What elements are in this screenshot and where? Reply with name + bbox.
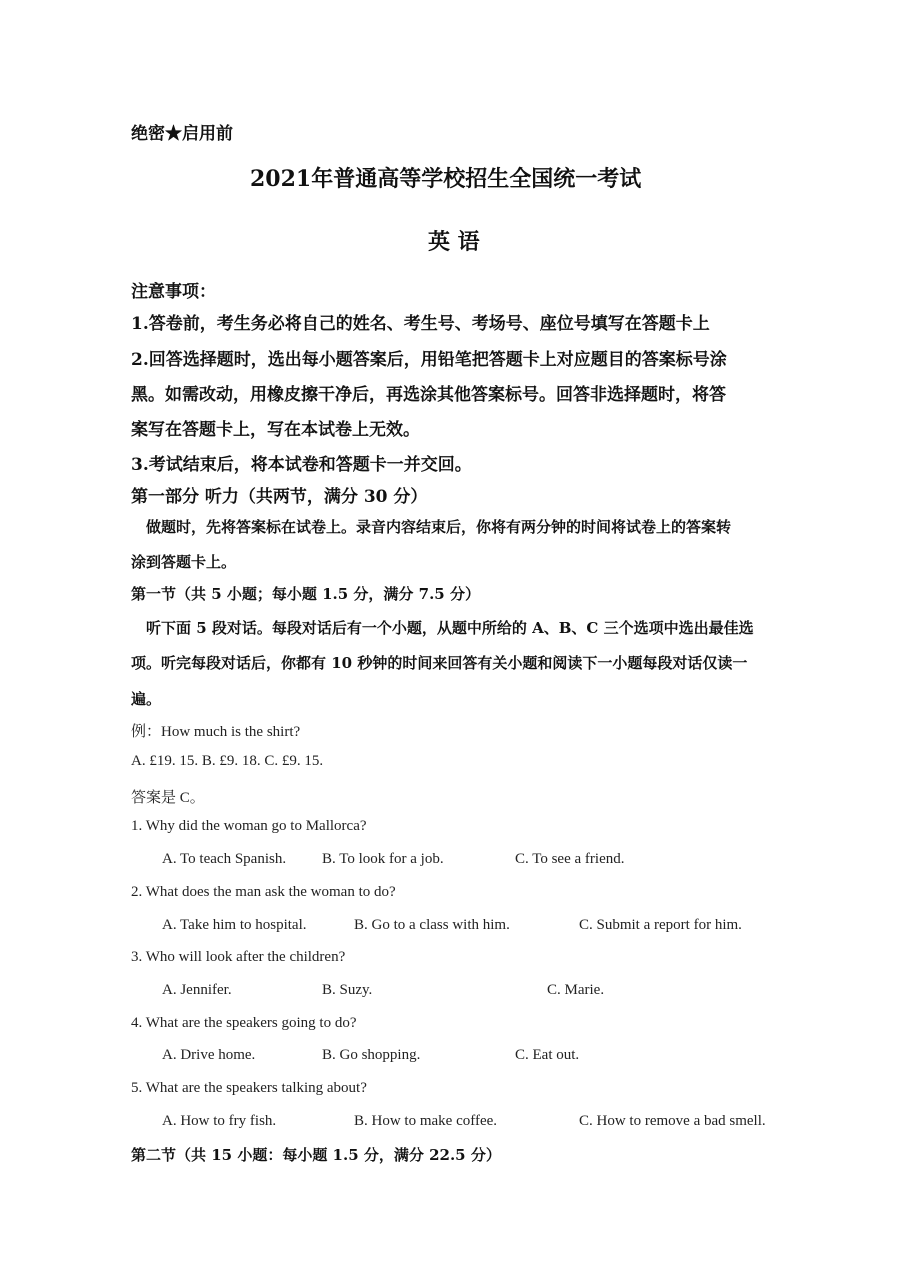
section1-instruction: 项。听完每段对话后，你都有 10 秒钟的时间来回答有关小题和阅读下一小题每段对话仅读一	[131, 654, 748, 672]
option-b: B. To look for a job.	[322, 851, 444, 867]
section1-instruction: 遍。	[131, 690, 162, 708]
section1-heading: 第一节（共 5 小题；每小题 1.5 分，满分 7.5 分）	[131, 585, 480, 603]
section2-heading: 第二节（共 15 小题：每小题 1.5 分，满分 22.5 分）	[131, 1146, 501, 1164]
part1-heading: 第一部分 听力（共两节，满分 30 分）	[131, 487, 428, 507]
section1-instruction: 听下面 5 段对话。每段对话后有一个小题，从题中所给的 A、B、C 三个选项中选出最佳选	[146, 619, 754, 637]
option-b: B. How to make coffee.	[354, 1113, 498, 1129]
option-a: A. Jennifer.	[162, 982, 232, 998]
question-text: 3. Who will look after the children?	[131, 949, 346, 965]
option-c: C. To see a friend.	[515, 851, 625, 867]
confidential-label: 绝密★启用前	[131, 124, 233, 144]
option-a: A. Take him to hospital.	[162, 917, 307, 933]
option-a: A. Drive home.	[162, 1047, 256, 1063]
notice-item: 1.答卷前，考生务必将自己的姓名、考生号、考场号、座位号填写在答题卡上	[131, 314, 710, 334]
notice-item: 3.考试结束后，将本试卷和答题卡一并交回。	[131, 455, 472, 475]
question-text: 2. What does the man ask the woman to do?	[131, 884, 396, 900]
option-c: C. How to remove a bad smell.	[579, 1113, 766, 1129]
notice-item: 案写在答题卡上，写在本试卷上无效。	[131, 420, 420, 440]
option-b: B. Go shopping.	[322, 1047, 421, 1063]
option-b: B. Go to a class with him.	[354, 917, 510, 933]
notice-heading: 注意事项：	[131, 282, 216, 302]
question-text: 4. What are the speakers going to do?	[131, 1015, 357, 1031]
subject-title: 英 语	[428, 229, 480, 255]
option-a: A. How to fry fish.	[162, 1113, 277, 1129]
example-question: 例：How much is the shirt?	[131, 724, 301, 740]
question-text: 5. What are the speakers talking about?	[131, 1080, 367, 1096]
option-a: A. To teach Spanish.	[162, 851, 287, 867]
example-answer: 答案是 C。	[131, 790, 205, 806]
option-c: C. Marie.	[547, 982, 605, 998]
notice-item: 黑。如需改动，用橡皮擦干净后，再选涂其他答案标号。回答非选择题时，将答	[131, 385, 726, 405]
notice-item: 2.回答选择题时，选出每小题答案后，用铅笔把答题卡上对应题目的答案标号涂	[131, 350, 727, 370]
option-b: B. Suzy.	[322, 982, 373, 998]
question-text: 1. Why did the woman go to Mallorca?	[131, 818, 367, 834]
exam-title: 2021年普通高等学校招生全国统一考试	[250, 166, 642, 192]
part1-instruction: 做题时，先将答案标在试卷上。录音内容结束后，你将有两分钟的时间将试卷上的答案转	[146, 518, 732, 536]
option-c: C. Eat out.	[515, 1047, 580, 1063]
example-options: A. £19. 15. B. £9. 18. C. £9. 15.	[131, 753, 324, 769]
option-c: C. Submit a report for him.	[579, 917, 742, 933]
part1-instruction: 涂到答题卡上。	[131, 553, 237, 571]
